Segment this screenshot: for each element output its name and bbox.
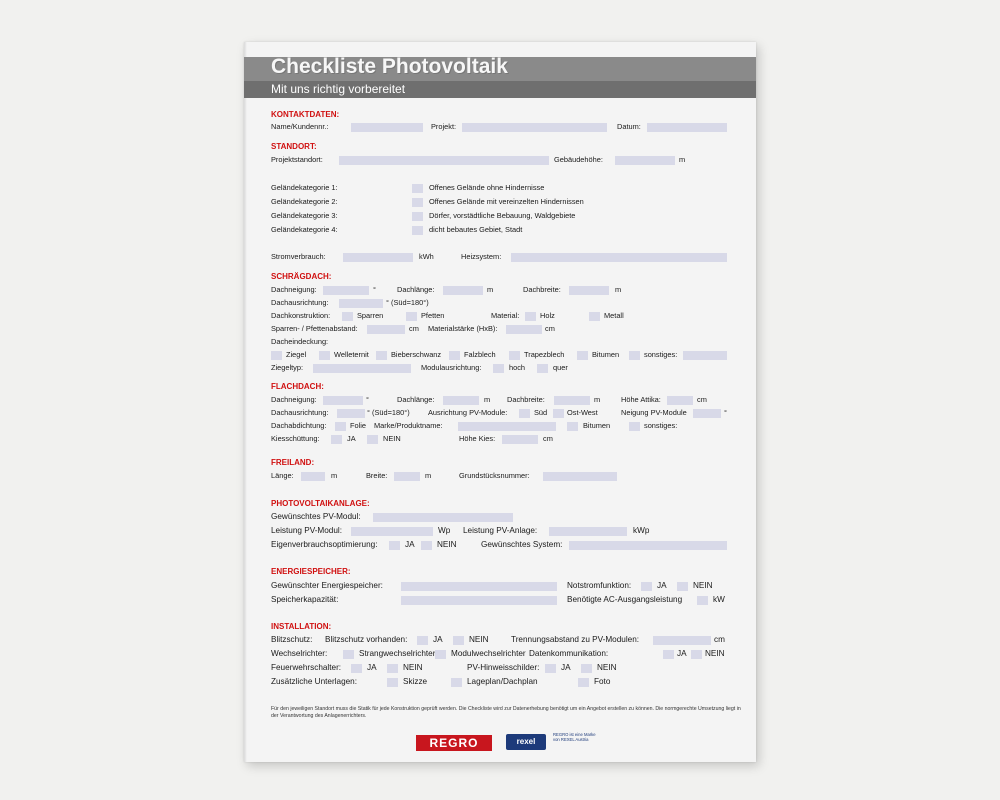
bieberschwanz-checkbox[interactable] [376, 351, 387, 360]
row-pv-modul [271, 511, 741, 524]
label-projektstandort: Projektstandort: [271, 155, 323, 164]
page-subtitle: Mit uns richtig vorbereitet [271, 82, 406, 96]
section-energiespeicher: ENERGIESPEICHER: [271, 567, 351, 576]
row-leistung [271, 525, 741, 538]
label-material: Material: [491, 311, 520, 320]
sued-hint: ° (Süd=180°) [367, 408, 410, 417]
row-feuerwehr [271, 662, 741, 675]
bitumen-checkbox[interactable] [577, 351, 588, 360]
row-kategorie-1 [271, 182, 741, 194]
blitz-ja-checkbox[interactable] [417, 636, 428, 645]
sonstiges-checkbox[interactable] [629, 351, 640, 360]
heizsystem-field[interactable] [511, 253, 727, 262]
name-field[interactable] [351, 123, 423, 132]
option-modulwr: Modulwechselrichter [451, 649, 526, 658]
flach-dachbreite-field[interactable] [554, 396, 590, 405]
kategorie-text: Offenes Gelände ohne Hindernisse [429, 183, 545, 192]
row-kontakt [271, 121, 741, 133]
label-ac-leistung: Benötigte AC-Ausgangsleistung [567, 595, 683, 604]
row-kategorie-3 [271, 210, 741, 222]
kategorie-text: dicht bebautes Gebiet, Stadt [429, 225, 523, 234]
unit-cm: cm [697, 395, 707, 404]
option-nein: NEIN [437, 540, 457, 549]
welleternit-checkbox[interactable] [319, 351, 330, 360]
label-stromverbrauch: Stromverbrauch: [271, 252, 326, 261]
option-bitumen: Bitumen [583, 421, 611, 430]
unit-kw: kW [713, 595, 725, 604]
label-modulausrichtung: Modulausrichtung: [421, 363, 482, 372]
ostwest-checkbox[interactable] [553, 409, 564, 418]
label-dachneigung: Dachneigung: [271, 395, 317, 404]
grundstuck-field[interactable] [543, 472, 617, 481]
row-abstand [271, 323, 741, 335]
hoehe-kies-field[interactable] [502, 435, 538, 444]
option-ja: JA [433, 635, 443, 644]
unit-deg: ° [373, 285, 376, 294]
option-sparren: Sparren [357, 311, 384, 320]
section-installation: INSTALLATION: [271, 622, 332, 631]
row-dacheindeckung-label [271, 336, 741, 348]
projektstandort-field[interactable] [339, 156, 549, 165]
label-datenkomm: Datenkommunikation: [529, 649, 609, 658]
unit-m: m [679, 155, 686, 164]
option-nein: NEIN [693, 581, 713, 590]
feuer-ja-checkbox[interactable] [351, 664, 362, 673]
label-dachausrichtung: Dachausrichtung: [271, 298, 329, 307]
hinweis-ja-checkbox[interactable] [545, 664, 556, 673]
label-kategorie: Geländekategorie 4: [271, 225, 338, 234]
label-hoehe-attika: Höhe Attika: [621, 395, 661, 404]
label-wechselrichter: Wechselrichter: [271, 649, 328, 658]
abstand-field[interactable] [367, 325, 405, 334]
label-ziegeltyp: Ziegeltyp: [271, 363, 304, 372]
kategorie-2-checkbox[interactable] [412, 198, 423, 207]
option-nein: NEIN [597, 663, 617, 672]
gebaeudehoehe-field[interactable] [615, 156, 675, 165]
label-dachkonstruktion: Dachkonstruktion: [271, 311, 331, 320]
regro-logo: REGRO [416, 735, 492, 751]
ziegeltyp-field[interactable] [313, 364, 411, 373]
page-title: Checkliste Photovoltaik [271, 55, 508, 78]
unit-m: m [594, 395, 601, 404]
foto-checkbox[interactable] [578, 678, 589, 687]
row-flach-ausrichtung [271, 407, 741, 419]
row-schraeg-masse [271, 284, 741, 296]
unit-kwp: kWp [633, 526, 650, 535]
label-trennung: Trennungsabstand zu PV-Modulen: [511, 635, 640, 644]
option-hoch: hoch [509, 363, 526, 372]
unit-cm: cm [545, 324, 555, 333]
label-leistung-anlage: Leistung PV-Anlage: [463, 526, 538, 535]
option-pfetten: Pfetten [421, 311, 445, 320]
dachausrichtung-field[interactable] [339, 299, 383, 308]
projekt-field[interactable] [462, 123, 607, 132]
option-bieberschwanz: Bieberschwanz [391, 350, 442, 359]
system-field[interactable] [569, 541, 727, 550]
label-blitz-vorhanden: Blitzschutz vorhanden: [325, 635, 408, 644]
option-holz: Holz [540, 311, 555, 320]
rexel-caption: REGRO ist eine Marke von REXEL Austria [553, 732, 596, 743]
option-ziegel: Ziegel [286, 350, 307, 359]
option-falzblech: Falzblech [464, 350, 496, 359]
option-ja: JA [561, 663, 571, 672]
option-bitumen: Bitumen [592, 350, 620, 359]
leistung-anlage-field[interactable] [549, 527, 627, 536]
stromverbrauch-field[interactable] [343, 253, 413, 262]
label-grundstuck: Grundstücksnummer: [459, 471, 530, 480]
daten-nein-checkbox[interactable] [691, 650, 702, 659]
kategorie-3-checkbox[interactable] [412, 212, 423, 221]
attika-field[interactable] [667, 396, 693, 405]
label-dachausrichtung: Dachausrichtung: [271, 408, 329, 417]
modulwr-checkbox[interactable] [435, 650, 446, 659]
label-blitzschutz: Blitzschutz: [271, 635, 313, 644]
label-neigung-pv: Neigung PV-Module [621, 408, 687, 417]
dachneigung-field[interactable] [323, 286, 369, 295]
label-notstrom: Notstromfunktion: [567, 581, 632, 590]
label-ausrichtung-pv: Ausrichtung PV-Module: [428, 408, 508, 417]
kategorie-text: Dörfer, vorstädtliche Bebauung, Waldgebiete [429, 211, 576, 220]
label-heizsystem: Heizsystem: [461, 252, 502, 261]
rexel-logo: rexel [506, 734, 546, 750]
kategorie-4-checkbox[interactable] [412, 226, 423, 235]
option-nein: NEIN [469, 635, 489, 644]
option-ja: JA [367, 663, 377, 672]
dachlaenge-field[interactable] [443, 286, 483, 295]
materialstaerke-field[interactable] [506, 325, 542, 334]
label-breite: Breite: [366, 471, 388, 480]
option-ostwest: Ost-West [567, 408, 598, 417]
section-flachdach: FLACHDACH: [271, 382, 324, 391]
unit-m: m [331, 471, 338, 480]
trapezblech-checkbox[interactable] [509, 351, 520, 360]
unit-m: m [487, 285, 494, 294]
section-schraegdach: SCHRÄGDACH: [271, 272, 332, 281]
metall-checkbox[interactable] [589, 312, 600, 321]
label-datum: Datum: [617, 122, 641, 131]
flach-sonstiges-checkbox[interactable] [629, 422, 640, 431]
label-name: Name/Kundennr.: [271, 122, 329, 131]
option-nein: NEIN [403, 663, 423, 672]
notstrom-nein-checkbox[interactable] [677, 582, 688, 591]
sonstiges-field[interactable] [683, 351, 727, 360]
label-speicher: Gewünschter Energiespeicher: [271, 581, 383, 590]
option-trapezblech: Trapezblech [524, 350, 565, 359]
option-sonstiges: sonstiges: [644, 421, 678, 430]
pfetten-checkbox[interactable] [406, 312, 417, 321]
section-photovoltaikanlage: PHOTOVOLTAIKANLAGE: [271, 499, 370, 508]
option-skizze: Skizze [403, 677, 428, 686]
label-dachlaenge: Dachlänge: [397, 395, 435, 404]
option-ja: JA [347, 434, 356, 443]
skizze-checkbox[interactable] [387, 678, 398, 687]
label-kapazitaet: Speicherkapazität: [271, 595, 339, 604]
unit-deg: ° [366, 395, 369, 404]
flach-ausrichtung-field[interactable] [337, 409, 365, 418]
row-stromverbrauch [271, 251, 741, 263]
daten-ja-checkbox[interactable] [663, 650, 674, 659]
label-kategorie: Geländekategorie 2: [271, 197, 338, 206]
sued-hint: ° (Süd=180°) [386, 298, 429, 307]
row-dachkonstruktion [271, 310, 741, 322]
option-sonstiges: sonstiges: [644, 350, 678, 359]
row-kiesschuettung [271, 433, 741, 445]
label-feuerwehr: Feuerwehrschalter: [271, 663, 342, 672]
row-kategorie-4 [271, 224, 741, 236]
option-foto: Foto [594, 677, 611, 686]
blitz-nein-checkbox[interactable] [453, 636, 464, 645]
kapazitaet-field[interactable] [401, 596, 557, 605]
feuer-nein-checkbox[interactable] [387, 664, 398, 673]
row-unterlagen [271, 676, 741, 689]
unit-cm: cm [714, 635, 725, 644]
label-hoehe-kies: Höhe Kies: [459, 434, 496, 443]
section-freiland: FREILAND: [271, 458, 315, 467]
row-dachabdichtung [271, 420, 741, 432]
row-wechselrichter [271, 648, 741, 661]
row-schraeg-ausrichtung [271, 297, 741, 309]
notstrom-ja-checkbox[interactable] [641, 582, 652, 591]
flach-dachneigung-field[interactable] [323, 396, 363, 405]
strang-checkbox[interactable] [343, 650, 354, 659]
label-dachbreite: Dachbreite: [507, 395, 545, 404]
option-nein: NEIN [705, 649, 725, 658]
section-standort: STANDORT: [271, 142, 317, 151]
label-kiesschuettung: Kiesschüttung: [271, 434, 320, 443]
row-kapazitaet [271, 594, 741, 607]
row-ziegeltyp [271, 362, 741, 374]
label-eigenverbrauch: Eigenverbrauchsoptimierung: [271, 540, 378, 549]
dachbreite-field[interactable] [569, 286, 609, 295]
label-unterlagen: Zusätzliche Unterlagen: [271, 677, 358, 686]
option-ja: JA [677, 649, 687, 658]
unit-kwh: kWh [419, 252, 434, 261]
unit-m: m [484, 395, 491, 404]
falzblech-checkbox[interactable] [449, 351, 460, 360]
unit-m: m [615, 285, 622, 294]
datum-field[interactable] [647, 123, 727, 132]
unit-cm: cm [543, 434, 553, 443]
kategorie-text: Offenes Gelände mit vereinzelten Hindernissen [429, 197, 584, 206]
option-nein: NEIN [383, 434, 401, 443]
breite-field[interactable] [394, 472, 420, 481]
form-content [244, 42, 756, 762]
sparren-checkbox[interactable] [342, 312, 353, 321]
footer-note: Für den jeweiligen Standort muss die Statik für jede Konstruktion geprüft werden. Die Checkliste wird zur Datenerhebung benötigt um ein Angebot erstellen zu können. Die normgerechte Umsetzung liegt in der Verantwortung des Anlagenerrichters. [271, 706, 741, 719]
marke-field[interactable] [458, 422, 556, 431]
quer-checkbox[interactable] [537, 364, 548, 373]
label-kategorie: Geländekategorie 3: [271, 211, 338, 220]
row-speicher [271, 580, 741, 593]
ziegel-checkbox[interactable] [271, 351, 282, 360]
row-blitzschutz [271, 634, 741, 647]
hoch-checkbox[interactable] [493, 364, 504, 373]
checklist-sheet [244, 42, 756, 762]
label-gebaeudehoehe: Gebäudehöhe: [554, 155, 603, 164]
unit-cm: cm [409, 324, 419, 333]
row-flach-masse [271, 394, 741, 406]
row-eindeckung-options [271, 349, 741, 361]
label-pv-hinweis: PV-Hinweisschilder: [467, 663, 540, 672]
label-pv-modul: Gewünschtes PV-Modul: [271, 512, 361, 521]
label-dachabdichtung: Dachabdichtung: [271, 421, 327, 430]
unit-deg: ° [724, 408, 727, 417]
label-kategorie: Geländekategorie 1: [271, 183, 338, 192]
hinweis-nein-checkbox[interactable] [581, 664, 592, 673]
kies-ja-checkbox[interactable] [331, 435, 342, 444]
label-dacheindeckung: Dacheindeckung: [271, 337, 329, 346]
trennung-field[interactable] [653, 636, 711, 645]
eigen-nein-checkbox[interactable] [421, 541, 432, 550]
sued-checkbox[interactable] [519, 409, 530, 418]
label-projekt: Projekt: [431, 122, 457, 131]
unit-wp: Wp [438, 526, 451, 535]
option-folie: Folie [350, 421, 367, 430]
leistung-modul-field[interactable] [351, 527, 433, 536]
eigen-ja-checkbox[interactable] [389, 541, 400, 550]
option-welleternit: Welleternit [334, 350, 369, 359]
option-metall: Metall [604, 311, 624, 320]
label-materialstaerke: Materialstärke (HxB): [428, 324, 498, 333]
flach-dachlaenge-field[interactable] [443, 396, 479, 405]
laenge-field[interactable] [301, 472, 325, 481]
label-dachlaenge: Dachlänge: [397, 285, 435, 294]
kategorie-1-checkbox[interactable] [412, 184, 423, 193]
label-dachbreite: Dachbreite: [523, 285, 561, 294]
option-lageplan: Lageplan/Dachplan [467, 677, 538, 686]
option-quer: quer [553, 363, 568, 372]
row-kategorie-2 [271, 196, 741, 208]
unit-m: m [425, 471, 432, 480]
label-laenge: Länge: [271, 471, 294, 480]
ac-leistung-field[interactable] [697, 596, 708, 605]
label-abstand: Sparren- / Pfettenabstand: [271, 324, 358, 333]
row-freiland [271, 470, 741, 482]
section-kontaktdaten: KONTAKTDATEN: [271, 110, 340, 119]
neigung-pv-field[interactable] [693, 409, 721, 418]
row-projektstandort [271, 154, 741, 166]
option-strang: Strangwechselrichter [359, 649, 436, 658]
option-sued: Süd [534, 408, 548, 417]
label-dachneigung: Dachneigung: [271, 285, 317, 294]
option-ja: JA [405, 540, 415, 549]
label-marke: Marke/Produktname: [374, 421, 443, 430]
folie-checkbox[interactable] [335, 422, 346, 431]
kies-nein-checkbox[interactable] [367, 435, 378, 444]
row-eigenverbrauch [271, 539, 741, 552]
label-system: Gewünschtes System: [481, 540, 563, 549]
label-leistung-modul: Leistung PV-Modul: [271, 526, 343, 535]
speicher-field[interactable] [401, 582, 557, 591]
flach-bitumen-checkbox[interactable] [567, 422, 578, 431]
holz-checkbox[interactable] [525, 312, 536, 321]
pv-modul-field[interactable] [373, 513, 513, 522]
lageplan-checkbox[interactable] [451, 678, 462, 687]
option-ja: JA [657, 581, 667, 590]
